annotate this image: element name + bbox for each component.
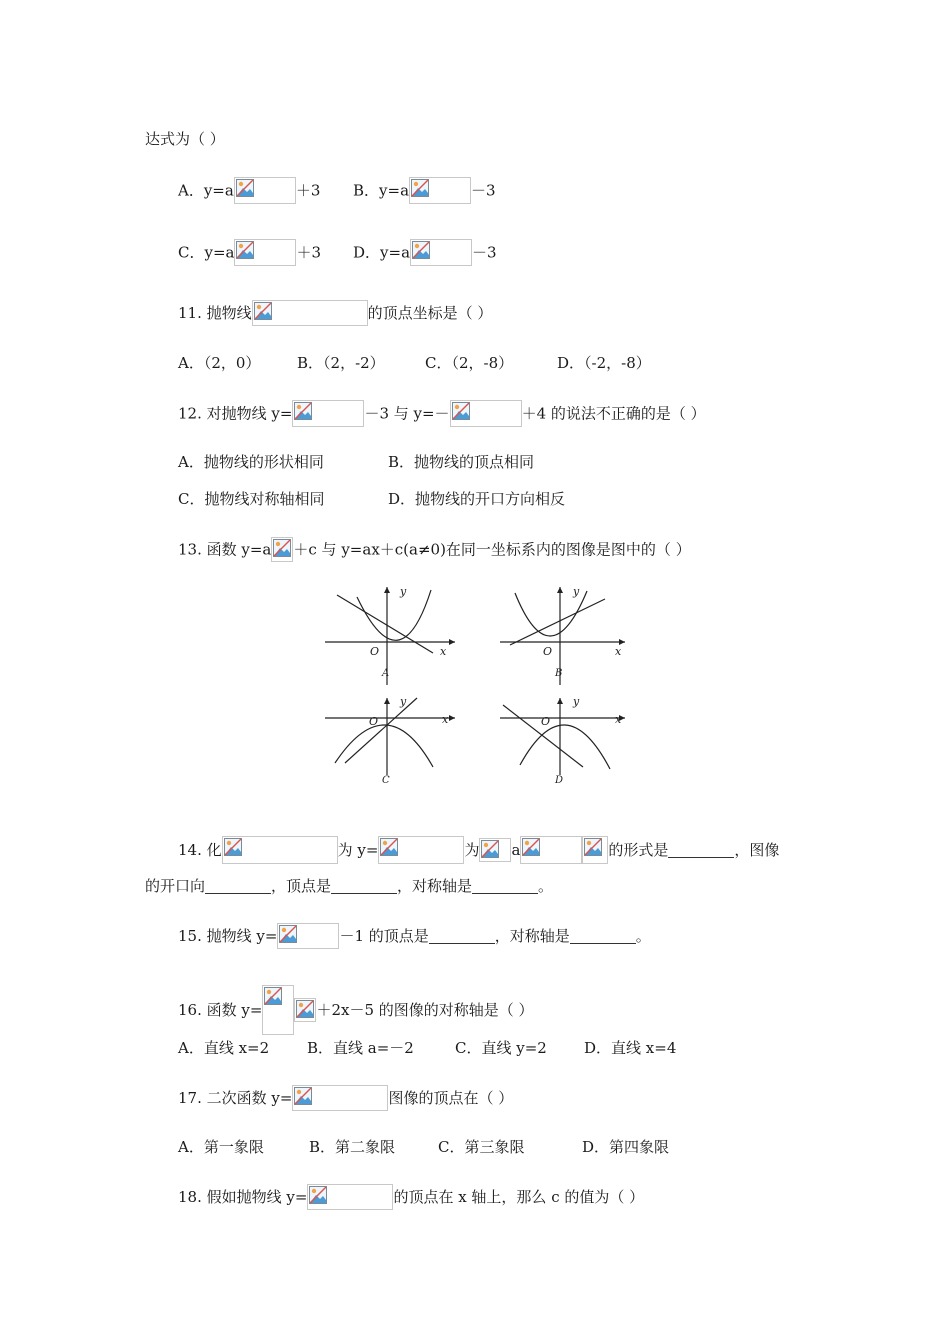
q12-option-c: C．抛物线对称轴相同 (178, 490, 325, 508)
graph-b-label: B (555, 668, 563, 679)
q14-line1: 14. 化 为 y= 为 a 的形式是 ，图像 (178, 836, 779, 864)
q17-option-c: C．第三象限 (438, 1138, 525, 1156)
graph-d-origin-label: O (541, 715, 551, 728)
broken-image-icon (294, 402, 312, 420)
graph-b-x-label: x (615, 645, 622, 658)
q12-option-a: A．抛物线的形状相同 (178, 453, 324, 471)
q11-stem: 11. 抛物线 的顶点坐标是（ ） (178, 300, 492, 326)
q10-option-c: C．y=a ＋3 (178, 239, 321, 266)
formula-image-icon (271, 537, 293, 562)
broken-image-icon (584, 838, 602, 856)
formula-image-icon (252, 300, 368, 326)
q16-option-b: B．直线 a=－2 (307, 1039, 414, 1057)
graph-a-label: A (382, 668, 390, 679)
answer-blank (570, 929, 636, 944)
broken-image-icon (380, 838, 398, 856)
formula-image-icon (378, 836, 464, 864)
q16-option-a: A．直线 x=2 (178, 1039, 270, 1057)
q12-option-b: B．抛物线的顶点相同 (388, 453, 535, 471)
q16-option-c: C．直线 y=2 (455, 1039, 547, 1057)
formula-image-icon (277, 923, 339, 949)
q16-option-d: D．直线 x=4 (584, 1039, 677, 1057)
q18-stem: 18. 假如抛物线 y= 的顶点在 x 轴上，那么 c 的值为（ ） (178, 1184, 644, 1210)
answer-blank (668, 843, 734, 858)
formula-image-icon (294, 998, 316, 1022)
formula-image-icon (292, 1085, 388, 1111)
broken-image-icon (294, 1087, 312, 1105)
q17-stem: 17. 二次函数 y= 图像的顶点在（ ） (178, 1085, 513, 1111)
formula-image-icon (292, 400, 364, 427)
broken-image-icon (296, 1000, 314, 1018)
formula-image-icon (582, 836, 608, 864)
formula-image-icon (262, 985, 294, 1035)
graph-d-label: D (555, 775, 564, 786)
broken-image-icon (224, 838, 242, 856)
q15-stem: 15. 抛物线 y= －1 的顶点是 ，对称轴是 。 (178, 923, 651, 949)
formula-image-icon (222, 836, 338, 864)
q11-option-d: D．（-2，-8） (557, 354, 651, 372)
graph-c-y-label: y (400, 695, 407, 708)
q10-tail: 达式为（ ） (145, 130, 225, 148)
graph-background (315, 585, 635, 790)
formula-image-icon (307, 1184, 393, 1210)
graph-d-y-label: y (573, 695, 580, 708)
broken-image-icon (411, 179, 429, 197)
q13-stem: 13. 函数 y=a ＋c 与 y=ax＋c(a≠0)在同一坐标系内的图像是图中的（ ） (178, 537, 691, 562)
q11-option-a: A．（2，0） (178, 354, 261, 372)
graph-a-y-label: y (400, 585, 407, 598)
answer-blank (429, 929, 495, 944)
q17-option-d: D．第四象限 (582, 1138, 670, 1156)
q17-option-b: B．第二象限 (309, 1138, 396, 1156)
broken-image-icon (236, 241, 254, 259)
broken-image-icon (236, 179, 254, 197)
q17-option-a: A．第一象限 (178, 1138, 264, 1156)
formula-image-icon (409, 177, 471, 204)
graph-b-origin-label: O (543, 645, 553, 658)
q10-option-b: B．y=a －3 (353, 177, 496, 204)
graph-c-origin-label: O (369, 715, 379, 728)
graph-c-label: C (382, 775, 390, 786)
graph-d-x-label: x (615, 713, 622, 726)
q11-option-b: B．（2，-2） (297, 354, 385, 372)
q13-graph-figure (315, 585, 635, 790)
q14-line2: 的开口向 ，顶点是 ，对称轴是 。 (145, 877, 554, 895)
formula-image-icon (234, 239, 296, 266)
broken-image-icon (264, 987, 282, 1005)
graph-a-x-label: x (440, 645, 447, 658)
broken-image-icon (309, 1186, 327, 1204)
broken-image-icon (254, 302, 272, 320)
answer-blank (205, 879, 271, 894)
graph-b-y-label: y (573, 585, 580, 598)
formula-image-icon (410, 239, 472, 266)
answer-blank (331, 879, 397, 894)
broken-image-icon (452, 402, 470, 420)
formula-image-icon (234, 177, 296, 204)
q16-stem: 16. 函数 y= ＋2x－5 的图像的对称轴是（ ） (178, 985, 534, 1035)
formula-image-icon (520, 836, 582, 864)
q12-option-d: D．抛物线的开口方向相反 (388, 490, 566, 508)
broken-image-icon (279, 925, 297, 943)
q11-option-c: C．（2，-8） (425, 354, 514, 372)
broken-image-icon (412, 241, 430, 259)
formula-image-icon (450, 400, 522, 427)
broken-image-icon (481, 840, 499, 858)
q12-stem: 12. 对抛物线 y= －3 与 y=－ ＋4 的说法不正确的是（ ） (178, 400, 706, 427)
q10-option-d: D．y=a －3 (353, 239, 497, 266)
graph-c-x-label: x (442, 713, 449, 726)
broken-image-icon (522, 838, 540, 856)
broken-image-icon (273, 539, 291, 557)
formula-image-icon (479, 838, 511, 862)
answer-blank (472, 879, 538, 894)
graph-a-origin-label: O (370, 645, 380, 658)
q10-option-a: A．y=a ＋3 (178, 177, 320, 204)
